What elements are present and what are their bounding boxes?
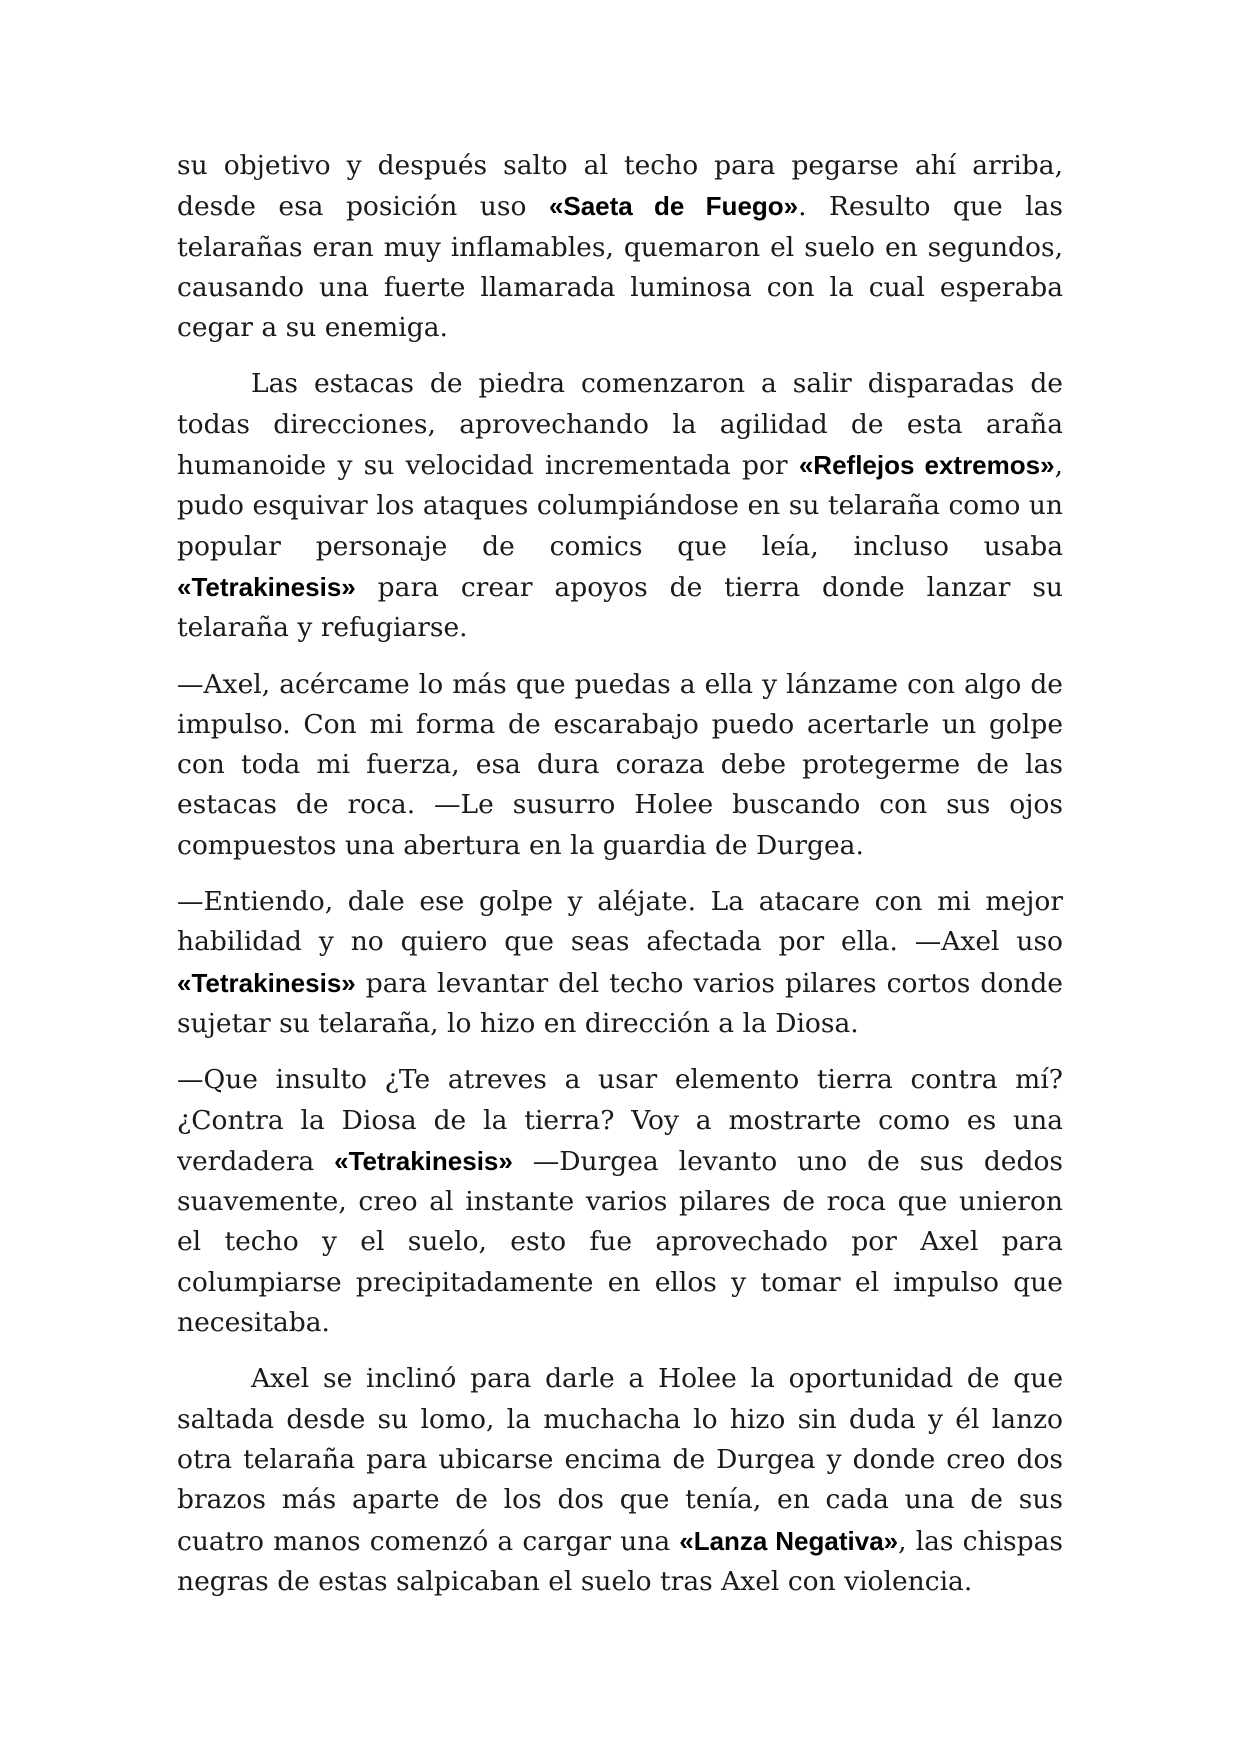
text-run: para crear apoyos de tierra donde lanzar su telaraña y refugiarse. [177,571,1063,644]
document-page [177,146,1063,1602]
paragraph-6 [177,1359,1063,1602]
text-run: Axel se inclinó para darle a Holee la oportunidad de que saltada desde su lomo, la muchacha lo hizo sin duda y él lanzo otra telaraña para ubicarse encima de Durgea y donde creo dos brazos más aparte de los dos que tenía, en cada una de sus cuatro manos comenzó a cargar una [177,1363,1063,1557]
paragraph-3 [177,665,1063,866]
text-run: , pudo esquivar los ataques columpiándose en su telaraña como un popular personaje de comics que leía, incluso usaba [177,450,1064,562]
text-run: para levantar del techo varios pilares cortos donde sujetar su telaraña, lo hizo en dirección a la Diosa. [177,967,1063,1039]
text-run: —Que insulto ¿Te atreves a usar elemento tierra contra mí? ¿Contra la Diosa de la tierra? Voy a mostrarte como es una verdadera [177,1064,1063,1177]
skill-name: «Lanza Negativa» [679,1525,899,1556]
text-run: , las chispas negras de estas salpicaban el suelo tras Axel con violencia. [177,1525,1063,1597]
text-run: —Axel, acércame lo más que puedas a ella y lánzame con algo de impulso. Con mi forma de escarabajo puedo acertarle un golpe con toda mi fuerza, esa dura coraza debe protegerme de las estacas de roca. —Le susurro Holee buscando con sus ojos compuestos una abertura en la guardia de Durgea. [177,668,1063,861]
skill-name: «Saeta de Fuego» [548,191,799,222]
skill-name: «Tetrakinesis» [177,571,356,602]
paragraph-1 [177,146,1063,348]
text-run: . Resulto que las telarañas eran muy inflamables, quemaron el suelo en segundos, causando una fuerte llamarada luminosa con la cual esperaba cegar a su enemiga. [177,191,1063,344]
text-run: Las estacas de piedra comenzaron a salir disparadas de todas direcciones, aprovechando la agilidad de esta araña humanoide y su velocidad incrementada por [177,368,1063,482]
skill-name: «Tetrakinesis» [334,1145,513,1176]
paragraph-5 [177,1060,1063,1343]
skill-name: «Tetrakinesis» [177,967,356,998]
paragraph-4 [177,882,1063,1044]
text-run: su objetivo y después salto al techo para pegarse ahí arriba, desde esa posición uso [177,150,1063,223]
skill-name: «Reflejos extremos» [798,450,1055,481]
text-run: —Durgea levanto uno de sus dedos suavemente, creo al instante varios pilares de roca que unieron el techo y el suelo, esto fue aprovechado por Axel para columpiarse precipitadamente en ellos y tomar el impulso que necesitaba. [177,1145,1063,1339]
paragraph-2 [177,364,1063,648]
text-run: —Entiendo, dale ese golpe y aléjate. La atacare con mi mejor habilidad y no quiero que seas afectada por ella. —Axel uso [177,886,1063,958]
